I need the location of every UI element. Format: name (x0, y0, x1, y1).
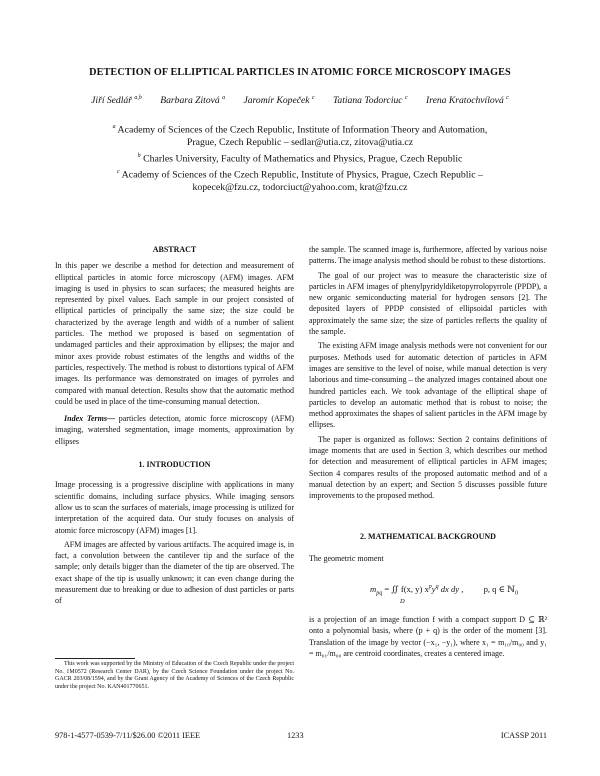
paper-title: DETECTION OF ELLIPTICAL PARTICLES IN ATOMIC FORCE MICROSCOPY IMAGES (89, 67, 511, 78)
intro-paragraph-4: The goal of our project was to measure the characteristic size of particles in AFM images of phenylpyridyldiketopyrrolopyrrole (PPDP), a new organic semiconducting material for hydrogen sensors [2]. The deposited layers of PPDP consisted of ellipsoidal particles with approximately the same size; the size of particles reflects the quality of the sample. (309, 270, 547, 337)
moment-intro: The geometric moment (309, 554, 384, 563)
moment-description: is a projection of an image function f with a compact support D ⊆ ℝ² onto a polynomial basis, where (p + q) is the order of the moment [3]. Translation of the image by vector (−x₁, −y₁), where x₁ = m₁₀/m₀₀ and y₁ = m₀₁/m₀₀ are centroid coordinates, creates a centered image. (309, 615, 547, 658)
intro-paragraph-2: AFM images are affected by various artifacts. The acquired image is, in fact, a convolution between the cantilever tip and the surface of the sample; only details bigger than the diameter of the tip are observed. The exact shape of the tip is usually unknown; it can even change during the measurement due to breaking or due to adhesion of dust particles or parts of (55, 539, 294, 606)
isbn-footer: 978-1-4577-0539-7/11/$26.00 ©2011 IEEE (55, 731, 201, 740)
section-2-heading: 2. MATHEMATICAL BACKGROUND (360, 532, 496, 541)
intro-paragraph-3: the sample. The scanned image is, furthermore, affected by various noise patterns. The image analysis method should be robust to these distortions. (309, 245, 547, 266)
intro-paragraph-5: The existing AFM image analysis methods were not convenient for our purposes. Methods used for automatic detection of particles in AFM images are sensitive to the level of noise, while manual detection is very laborious and time-consuming – the analyzed images contained about one hundred particles each. We took advantage of the elliptical shape of particles to develop an automatic method that is robust to noise; the method approximates the shapes of salient particles in the AFM image by ellipses. (309, 341, 547, 430)
funding-footnote: This work was supported by the Ministry of Education of the Czech Republic under the project No. 1M0572 (Research Center DAR), by the Czech Science Foundation under the project No. GACR 203/08/1594, and by the Grant Agency of the Academy of Sciences of the Czech Republic under the project No. KAN401770651. (55, 661, 294, 690)
intro-paragraph-6: The paper is organized as follows: Section 2 contains definitions of image moments that are used in Section 3, which describes our method for detection and measurement of elliptical particles in AFM images; Section 4 compares results of the proposed automatic method and of a manual detection by an expert; and Section 5 discusses possible future improvements to the proposed method. (309, 434, 547, 501)
author: Jiří Sedlář $^{a,b}$ (91, 95, 142, 107)
footnote-rule (55, 658, 135, 659)
right-column (309, 244, 547, 505)
equation-domain: D (400, 598, 405, 605)
abstract-text: In this paper we describe a method for detection and measurement of elliptical particles in atomic force microscopy (AFM) images. AFM imaging is used in physics to scan surfaces; the measured heights are represented by pixel values. Each sample in our project consisted of elliptical particles of principally the same size; the size could be characterized by the average length and width of a number of salient particles. The method we proposed is based on segmentation of undamaged particles and their approximation by ellipses; the major and minor axes provide robust estimates of the lengths and widths of the particles, respectively. The method is robust to distortions typical of AFM images. Its performance was demonstrated on images of pyrroles and compared with manual detection. Results show that the automatic method could be used in place of the time-consuming manual detection. (55, 261, 294, 406)
left-column (55, 244, 294, 610)
author: Irena Kratochvílová $^c$ (426, 95, 509, 107)
author: Jaromír Kopeček $^c$ (243, 95, 315, 107)
intro-paragraph-1: Image processing is a progressive discipline with applications in many scientific domains, including surface physics. While imaging sensors allow us to scan the surfaces of materials, image processing is utilized for interpretation of the acquired data. Our study focuses on analysis of atomic force microscopy (AFM) images [1]. (55, 480, 294, 535)
affiliations: $^a$ Academy of Sciences of the Czech Republic, Institute of Information Theory and Automation, Prague, Czech Republic – sedlar@utia.cz, zitova@utia.cz $^b$ Charles University, Faculty of Mathematics and Physics, Prague, Czech Republic $^c$ Academy of Sciences of the Czech Republic, Institute of Physics, Prague, Czech Republic – kopecek@fzu.cz, todorciuct@yahoo.com, krat@fzu.cz (112, 124, 488, 194)
author: Barbara Zitová $^a$ (160, 95, 226, 107)
page-number: 1233 (287, 731, 304, 740)
author: Tatiana Todorciuc $^c$ (332, 95, 408, 107)
index-terms: Index Terms— particles detection, atomic force microscopy (AFM) imaging, watershed segmentation, image moments, approximation by ellipses (55, 414, 295, 446)
abstract-heading: ABSTRACT (152, 245, 197, 254)
section-1-heading: 1. INTRODUCTION (138, 460, 211, 470)
venue-footer: ICASSP 2011 (500, 731, 547, 740)
author-list (0, 95, 600, 106)
moment-equation: $m_{pq}$ = ∬ f(x, y) $x^py^q$ dx dy , p, q ∈ ℕ$_0$ (370, 584, 518, 597)
